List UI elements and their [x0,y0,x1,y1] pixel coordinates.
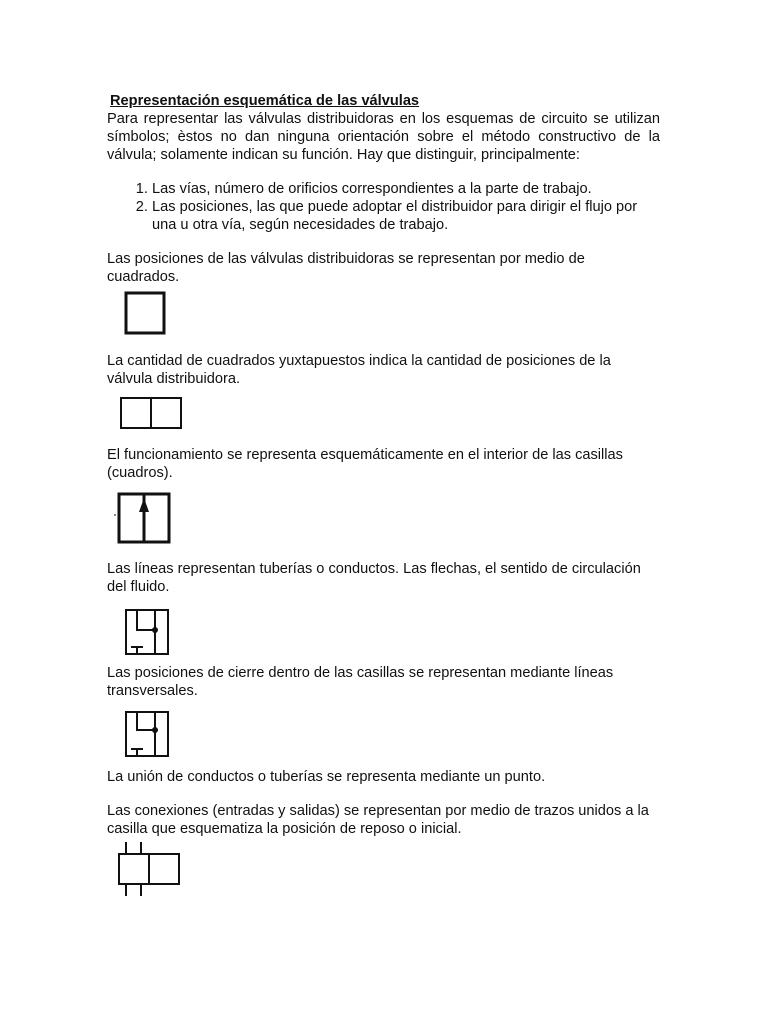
connections-symbol [107,838,660,908]
operation-paragraph: El funcionamiento se representa esquemáticamente en el interior de las casillas (cuadros). [107,447,623,481]
single-square-symbol [107,286,660,352]
closure-symbol [107,700,660,768]
connections-paragraph: Las conexiones (entradas y salidas) se representan por medio de trazos unidos a la casilla que esquematiza la posición de reposo o inicial. [107,803,649,837]
flow-line-symbol [107,596,660,664]
junction-paragraph: La unión de conductos o tuberías se representa mediante un punto. [107,769,546,785]
distinction-list [107,180,660,234]
list-item: 1. Las vías, número de orificios correspondientes a la parte de trabajo. [152,180,660,198]
intro-paragraph: Para representar las válvulas distribuidoras en los esquemas de circuito se utilizan símbolos; èstos no dan ninguna orientación sobre el método constructivo de la válvula; solamente indican su función. Hay que distinguir, principalmente: [107,111,660,163]
squares-count-paragraph: La cantidad de cuadrados yuxtapuestos indica la cantidad de posiciones de la válvula distribuidora. [107,353,611,387]
positions-paragraph: Las posiciones de las válvulas distribuidoras se representan por medio de cuadrados. [107,251,585,285]
arrow-square-symbol [107,482,660,560]
list-item: 2. Las posiciones, las que puede adoptar el distribuidor para dirigir el flujo por una u otra vía, según necesidades de trabajo. [152,198,660,234]
document-page [107,92,660,908]
lines-paragraph: Las líneas representan tuberías o conductos. Las flechas, el sentido de circulación del fluido. [107,561,641,595]
document-title: Representación esquemática de las válvulas [110,93,420,109]
closure-paragraph: Las posiciones de cierre dentro de las casillas se representan mediante líneas transversales. [107,665,614,699]
two-squares-symbol [107,388,660,446]
